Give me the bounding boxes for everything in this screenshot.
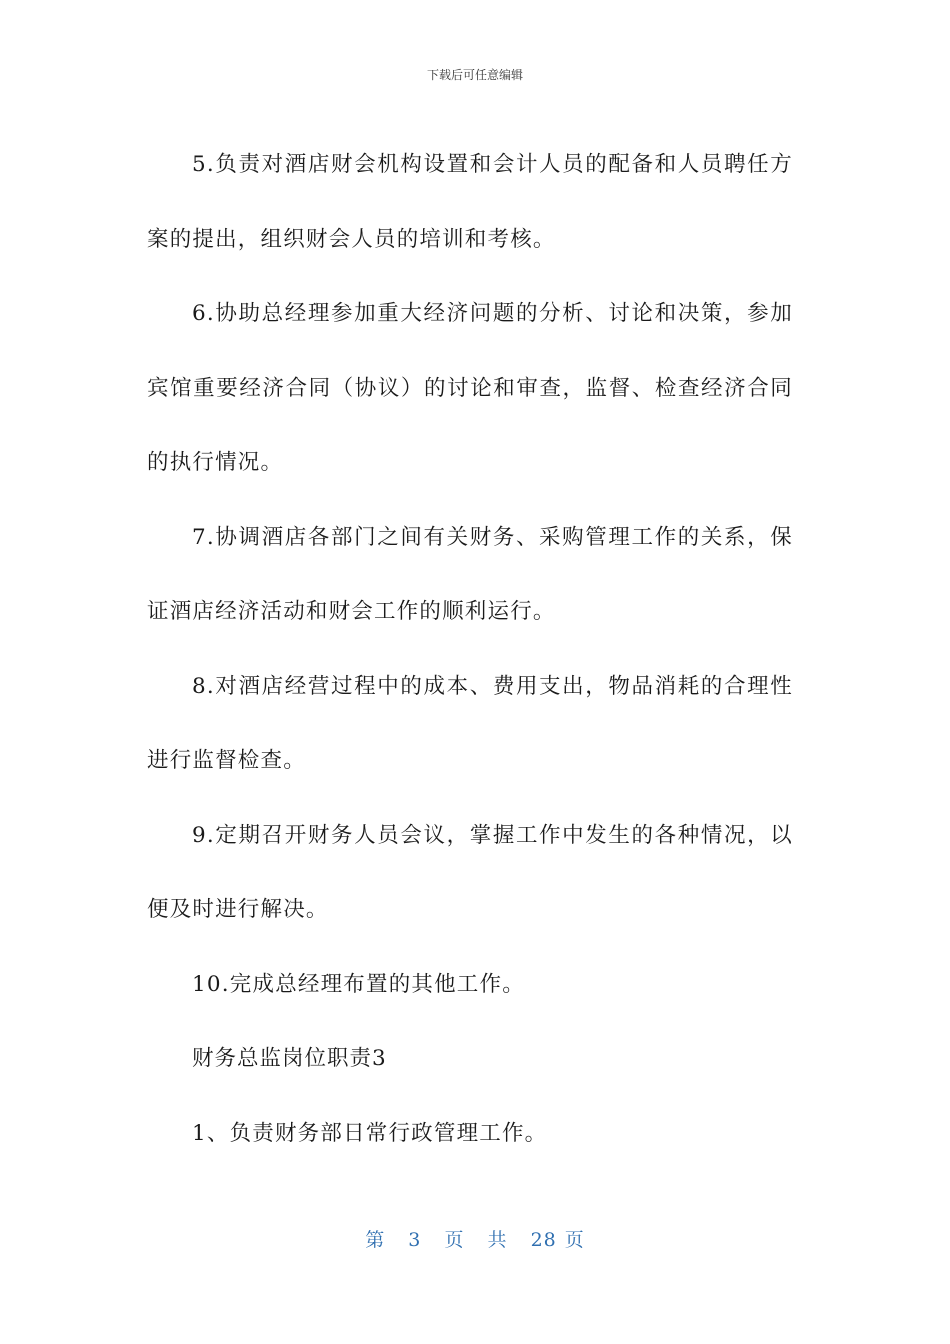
footer-label-ye: 页: [444, 1229, 465, 1251]
footer-label-gong: 共: [487, 1229, 508, 1251]
footer-total-pages: 28: [530, 1229, 557, 1251]
section-heading: 财务总监岗位职责3: [192, 1046, 387, 1071]
paragraph-item-8: 8.对酒店经营过程中的成本、费用支出，物品消耗的合理性进行监督检查。: [147, 673, 793, 773]
page-header-note: 下载后可任意编辑: [426, 68, 523, 82]
footer-current-page: 3: [408, 1229, 422, 1251]
paragraph-item-10: 10.完成总经理布置的其他工作。: [192, 971, 525, 997]
paragraph-item-6: 6.协助总经理参加重大经济问题的分析、讨论和决策，参加宾馆重要经济合同（协议）的讨论和审查，监督、检查经济合同的执行情况。: [147, 301, 793, 475]
paragraph-item-7: 7.协调酒店各部门之间有关财务、采购管理工作的关系，保证酒店经济活动和财会工作的顺利运行。: [147, 524, 793, 624]
paragraph-item-9: 9.定期召开财务人员会议，掌握工作中发生的各种情况，以便及时进行解决。: [147, 822, 793, 922]
footer-label-ye2: 页: [564, 1229, 585, 1251]
paragraph-item-1: 1、负责财务部日常行政管理工作。: [192, 1120, 548, 1146]
page-footer: [0, 1225, 950, 1252]
footer-label-di: 第: [365, 1229, 386, 1251]
document-body: [147, 128, 793, 1171]
paragraph-item-5: 5.负责对酒店财会机构设置和会计人员的配备和人员聘任方案的提出，组织财会人员的培训和考核。: [147, 152, 793, 252]
